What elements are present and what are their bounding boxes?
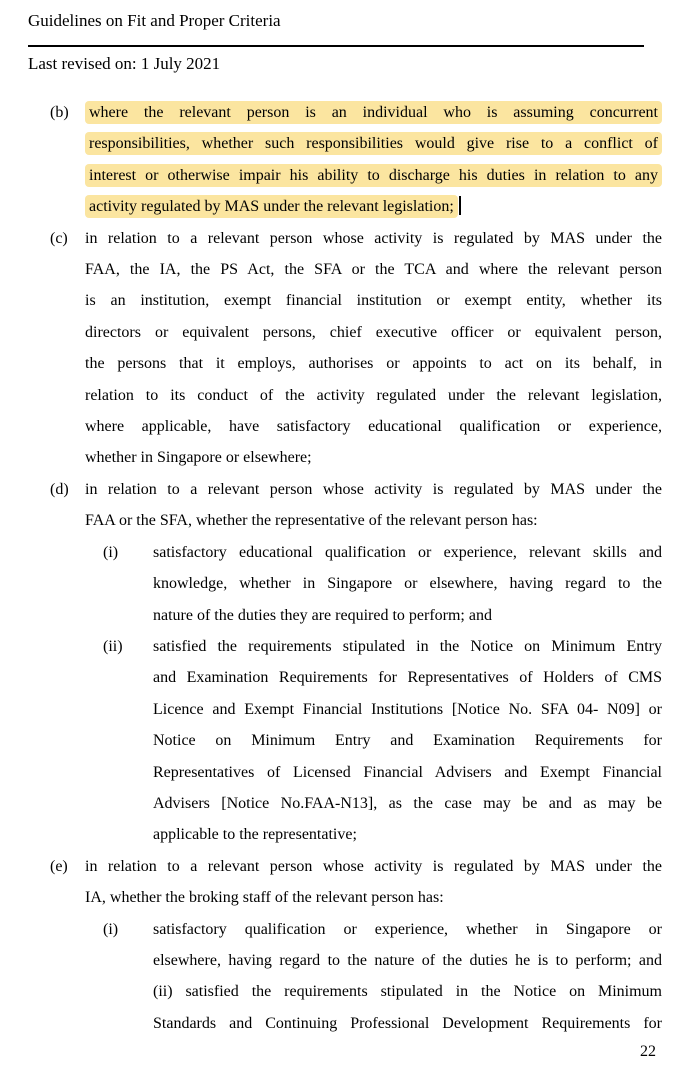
sub-item-label: (i) [103,920,119,938]
text-line[interactable]: Advisers [Notice No.FAA-N13], as the case may be and as may be [153,794,662,812]
text-line[interactable]: in relation to a relevant person whose activity is regulated by MAS under the [85,229,662,247]
text-line[interactable] [85,191,662,222]
revision-date-line: Last revised on: 1 July 2021 [28,54,221,73]
text-line[interactable]: elsewhere, having regard to the nature of the duties he is to perform; and [153,951,662,969]
text-line[interactable]: satisfactory qualification or experience, whether in Singapore or [153,920,662,938]
document-header-title: Guidelines on Fit and Proper Criteria [28,11,281,30]
text-line[interactable]: Representatives of Licensed Financial Advisers and Exempt Financial [153,763,662,781]
text-line[interactable] [85,97,662,128]
text-line[interactable]: in relation to a relevant person whose activity is regulated by MAS under the [85,480,662,498]
text-line[interactable]: is an institution, exempt financial institution or exempt entity, whether its [85,292,662,310]
text-line[interactable]: whether in Singapore or elsewhere; [85,449,312,467]
text-line[interactable]: in relation to a relevant person whose activity is regulated by MAS under the [85,857,662,875]
text-line[interactable]: directors or equivalent persons, chief executive officer or equivalent person, [85,323,662,341]
highlighted-text[interactable]: activity regulated by MAS under the relevant legislation; [85,195,458,218]
list-item-label: (e) [50,857,68,875]
list-item-e[interactable] [0,851,690,1039]
sub-item-d-ii[interactable] [85,631,662,851]
list-item-label: (b) [50,104,69,121]
list-item-b[interactable] [0,97,690,223]
text-line[interactable]: where applicable, have satisfactory educational qualification or experience, [85,418,662,436]
highlighted-text[interactable]: responsibilities, whether such responsibilities would give rise to a conflict of [85,132,662,155]
text-line[interactable]: and Examination Requirements for Representatives of Holders of CMS [153,669,662,687]
text-line[interactable]: satisfactory educational qualification or experience, relevant skills and [153,543,662,561]
text-line[interactable]: IA, whether the broking staff of the relevant person has: [85,889,444,907]
list-item-c[interactable] [0,223,690,474]
list-item-label: (d) [50,480,69,498]
highlighted-text[interactable]: where the relevant person is an individual who is assuming concurrent [85,101,662,124]
text-line[interactable]: relation to its conduct of the activity regulated under the relevant legislation, [85,386,662,404]
page-number: 22 [640,1043,656,1060]
text-line[interactable]: the persons that it employs, authorises or appoints to act on its behalf, in [85,355,662,373]
sub-item-e-i[interactable] [85,914,662,1040]
text-line[interactable] [85,128,662,159]
header-divider [28,45,644,47]
highlighted-text[interactable]: interest or otherwise impair his ability to discharge his duties in relation to any [85,164,662,187]
text-cursor [459,196,461,215]
text-line[interactable]: satisfied the requirements stipulated in the Notice on Minimum Entry [153,637,662,655]
sub-item-d-i[interactable] [85,537,662,631]
list-item-d[interactable] [0,474,690,851]
text-line[interactable]: applicable to the representative; [153,826,357,844]
document-body[interactable] [0,97,690,1039]
text-line[interactable]: Standards and Continuing Professional Development Requirements for [153,1014,662,1032]
text-line[interactable]: knowledge, whether in Singapore or elsewhere, having regard to the [153,575,662,593]
text-line[interactable]: Notice on Minimum Entry and Examination Requirements for [153,732,662,750]
text-line[interactable] [85,160,662,191]
list-item-label: (c) [50,229,68,247]
sub-item-label: (i) [103,543,119,561]
text-line[interactable]: (ii) satisfied the requirements stipulated in the Notice on Minimum [153,983,662,1001]
text-line[interactable]: FAA, the IA, the PS Act, the SFA or the TCA and where the relevant person [85,261,662,279]
sub-item-label: (ii) [103,637,123,655]
text-line[interactable]: Licence and Exempt Financial Institutions [Notice No. SFA 04- N09] or [153,700,662,718]
text-line[interactable]: nature of the duties they are required to perform; and [153,606,492,624]
text-line[interactable]: FAA or the SFA, whether the representative of the relevant person has: [85,512,538,530]
